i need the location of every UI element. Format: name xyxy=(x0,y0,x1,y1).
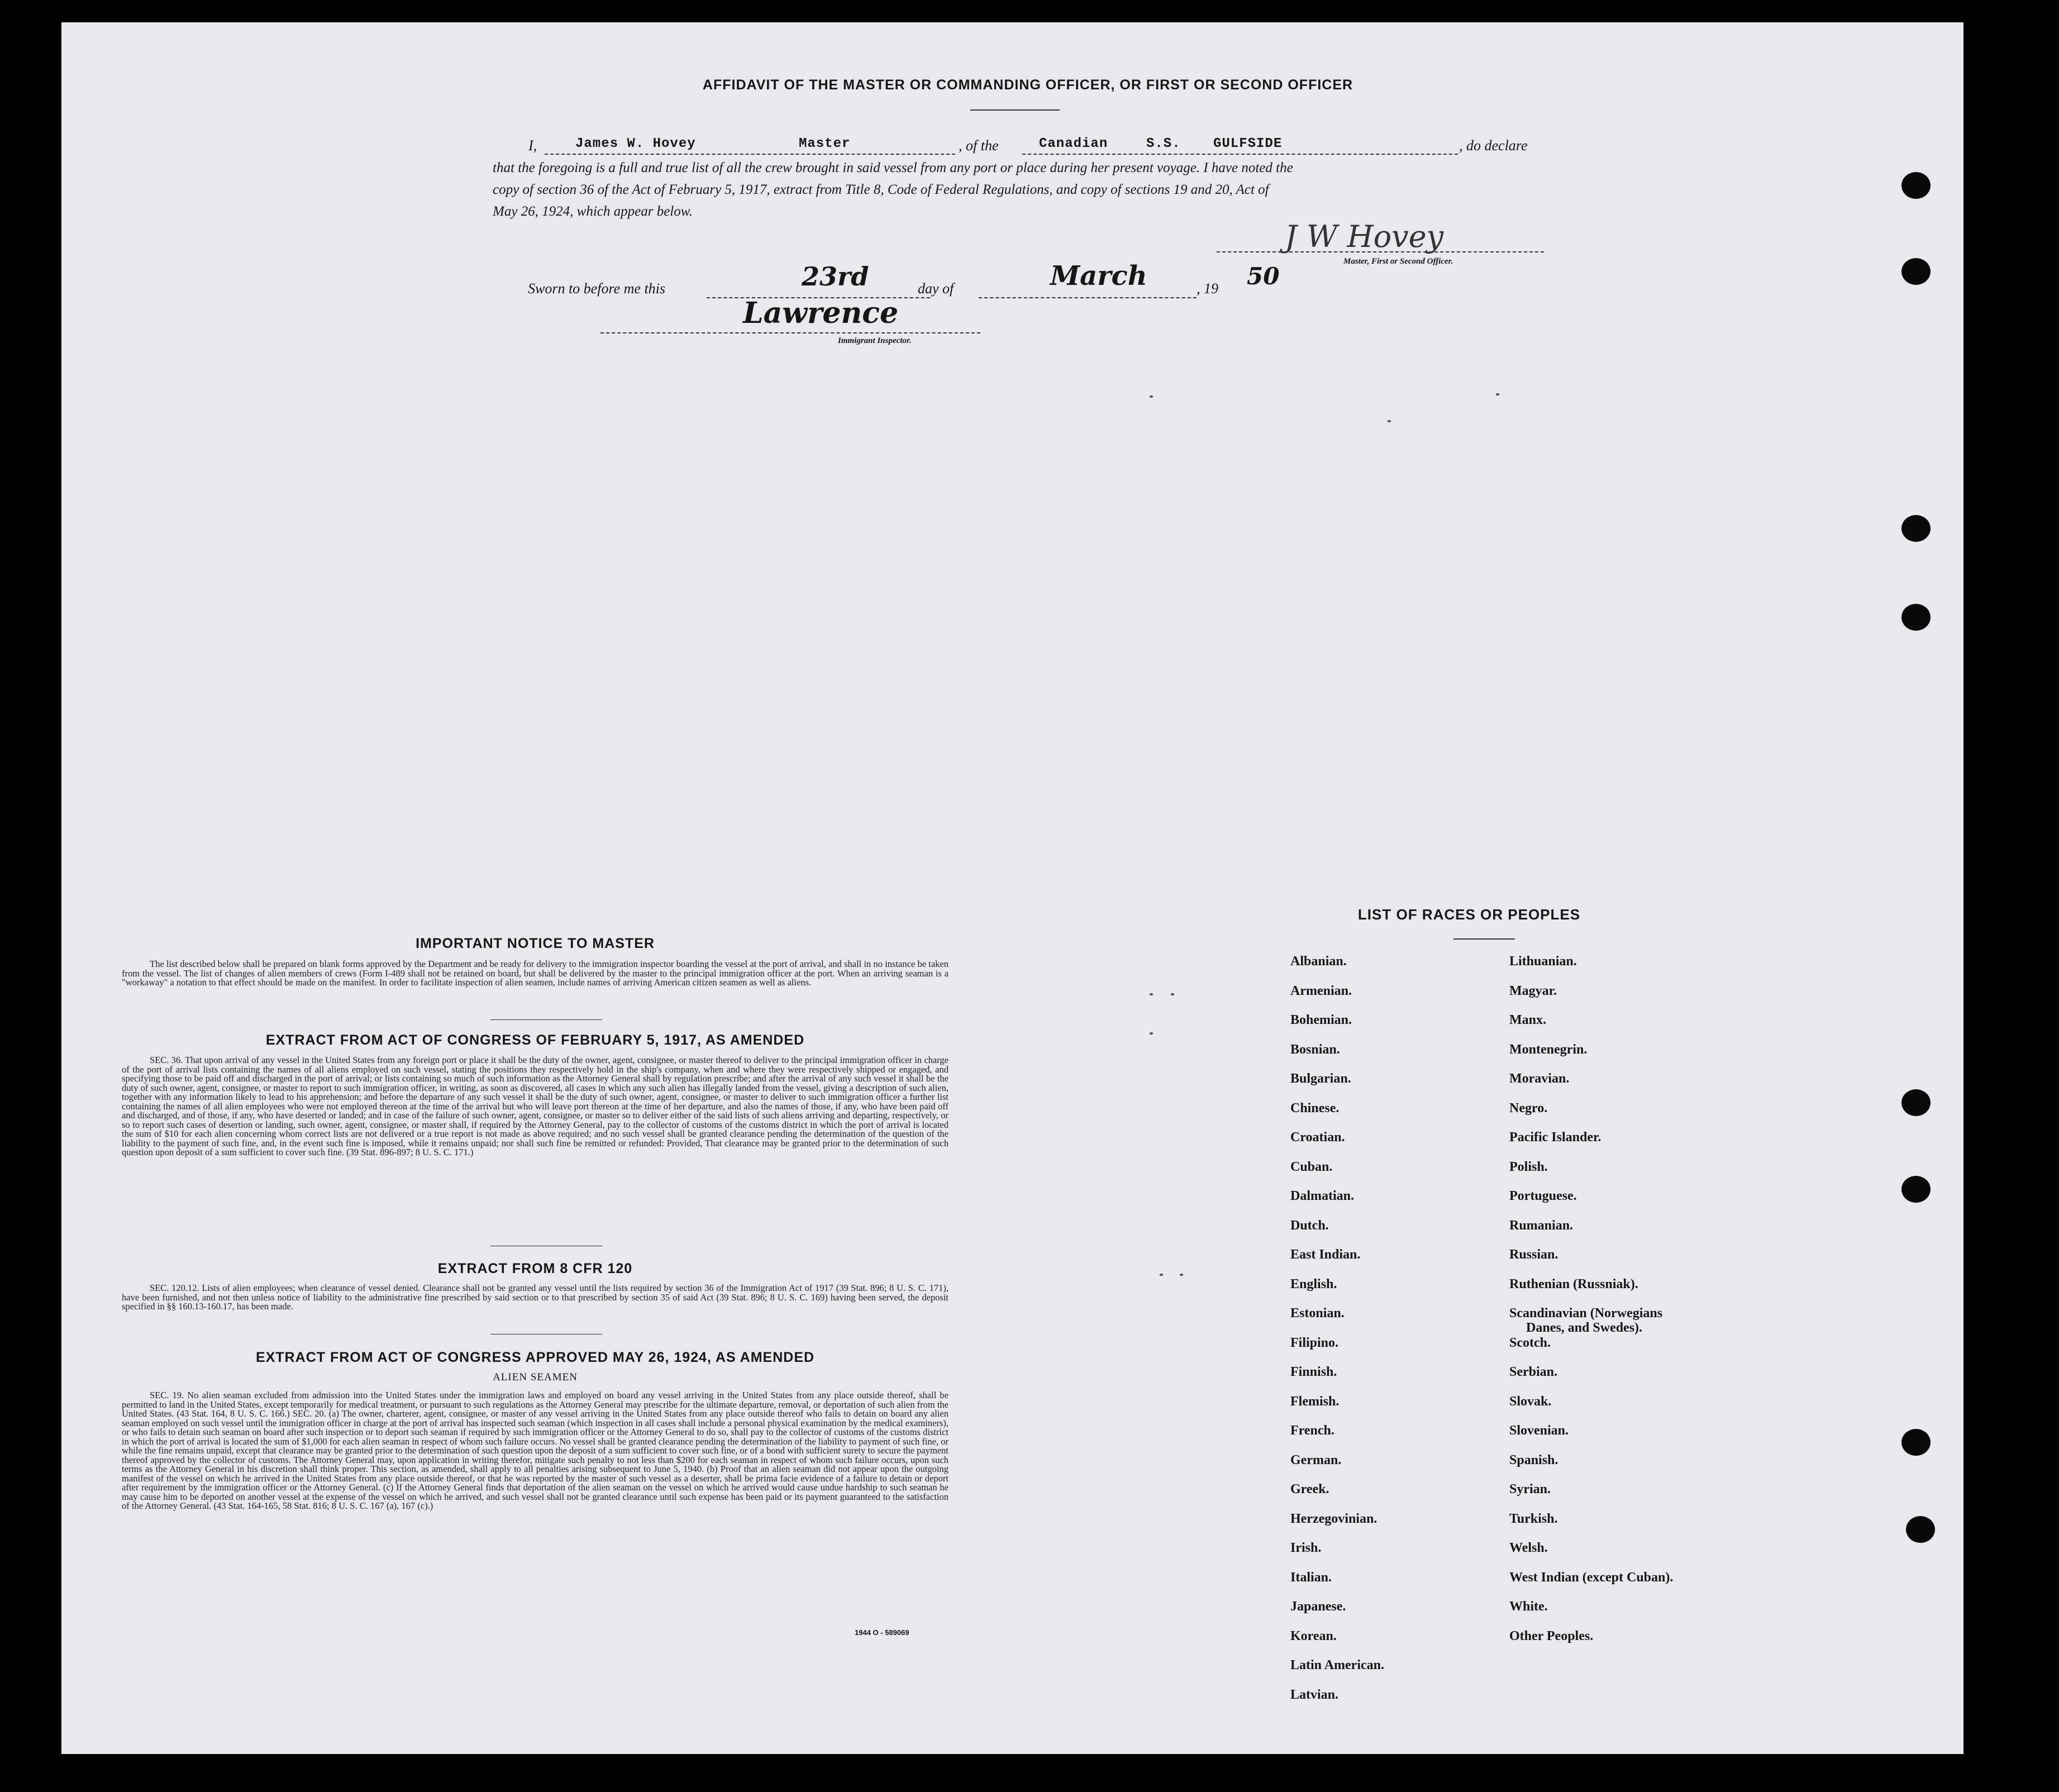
punch-hole-4 xyxy=(1901,604,1931,631)
vessel-name: GULFSIDE xyxy=(1213,136,1283,151)
race-item: Slovak. xyxy=(1509,1394,1552,1409)
race-item: English. xyxy=(1290,1276,1337,1291)
race-item: Ruthenian (Russniak). xyxy=(1509,1276,1638,1291)
speck xyxy=(1171,993,1174,995)
extract-1924-title: EXTRACT FROM ACT OF CONGRESS APPROVED MAY 26, 1924, AS AMENDED xyxy=(255,1350,815,1365)
punch-hole-8 xyxy=(1906,1516,1935,1543)
race-item: Russian. xyxy=(1509,1247,1558,1262)
notice-text: The list described below shall be prepared on blank forms approved by the Department and be ready for delivery to the immigration inspector boarding the vessel at the port of arrival, and shall in no instance be taken from the vessel. The list of changes of alien members of crews (Form I-489 shall not be retained on board, but shall be delivered by the master to the principal immigration officer at the port. When an arriving seaman is a "workaway" a notation to that effect should be made on the manifest. In order to facilitate inspection of alien seamen, include names of arriving American citizen seamen as well as aliens. xyxy=(122,959,949,988)
race-item: Turkish. xyxy=(1509,1511,1558,1526)
race-item: German. xyxy=(1290,1452,1342,1467)
vessel-prefix: S.S. xyxy=(1146,136,1181,151)
race-item: Estonian. xyxy=(1290,1306,1345,1321)
race-item: Bohemian. xyxy=(1290,1013,1352,1027)
race-item: East Indian. xyxy=(1290,1247,1361,1262)
race-item: Danes, and Swedes). xyxy=(1526,1321,1643,1335)
punch-hole-1 xyxy=(1901,172,1931,199)
inspector-signature-line xyxy=(600,332,980,333)
race-item: Filipino. xyxy=(1290,1335,1339,1350)
race-item: Irish. xyxy=(1290,1541,1322,1555)
speck xyxy=(1160,1274,1163,1276)
races-title-underline xyxy=(1453,938,1515,940)
race-item: Bulgarian. xyxy=(1290,1071,1351,1086)
race-item: Bosnian. xyxy=(1290,1042,1340,1057)
cfr-divider xyxy=(490,1334,602,1335)
sworn-year: 50 xyxy=(1247,263,1280,290)
sworn-label: Sworn to before me this xyxy=(528,280,666,297)
race-item: Dutch. xyxy=(1290,1218,1329,1233)
i-label: I, xyxy=(528,137,537,154)
inspector-caption: Immigrant Inspector. xyxy=(838,336,912,345)
master-caption: Master, First or Second Officer. xyxy=(1343,257,1453,266)
vessel-blank xyxy=(1022,154,1458,155)
race-item: Herzegovinian. xyxy=(1290,1511,1378,1526)
race-item: Italian. xyxy=(1290,1570,1332,1585)
speck xyxy=(1496,393,1499,395)
race-item: Croatian. xyxy=(1290,1130,1345,1145)
sworn-day: 23rd xyxy=(802,261,869,292)
sworn-month: March xyxy=(1050,260,1147,292)
master-name: James W. Hovey xyxy=(575,136,696,151)
inspector-signature: Lawrence xyxy=(743,296,899,330)
race-item: Greek. xyxy=(1290,1482,1329,1496)
title-underline xyxy=(970,109,1060,111)
declaration-line-4: May 26, 1924, which appear below. xyxy=(493,204,693,219)
race-item: Lithuanian. xyxy=(1509,954,1577,969)
race-item: French. xyxy=(1290,1423,1334,1438)
of-the-label: , of the xyxy=(959,137,999,154)
race-item: Other Peoples. xyxy=(1509,1628,1594,1643)
do-declare-label: , do declare xyxy=(1459,137,1528,154)
race-item: Scandinavian (Norwegians xyxy=(1509,1306,1663,1321)
declaration-line-3: copy of section 36 of the Act of February 5, 1917, extract from Title 8, Code of Federal Regulations, and copy of sections 19 and 20, Act of xyxy=(493,182,1269,197)
race-item: Dalmatian. xyxy=(1290,1189,1354,1203)
race-item: Moravian. xyxy=(1509,1071,1570,1086)
punch-hole-6 xyxy=(1901,1176,1931,1203)
punch-hole-7 xyxy=(1901,1429,1931,1456)
race-item: Flemish. xyxy=(1290,1394,1340,1409)
race-item: Latvian. xyxy=(1290,1687,1339,1702)
race-item: Japanese. xyxy=(1290,1599,1346,1614)
punch-hole-5 xyxy=(1901,1089,1931,1116)
race-item: Pacific Islander. xyxy=(1509,1130,1602,1145)
speck xyxy=(1388,420,1391,422)
extract-1924-text: SEC. 19. No alien seaman excluded from admission into the United States under the immigration laws and employed on board any vessel arriving in the United States from any place outside thereof, shall be permitted to land in the United States, except temporarily for medical treatment, or pursuant to such regulations as the Attorney General may prescribe for the ultimate departure, removal, or deportation of such alien from the United States. (43 Stat. 164, 8 U. S. C. 166.) SEC. 20. (a) The owner, charterer, agent, consignee, or master of any vessel arriving in the United States from any place outside thereof who fails to detain on board any alien seaman employed on such vessel until the immigration officer in charge at the port of arrival has inspected such seaman (which inspection in all cases shall include a personal physical examination by the medical examiners), or who fails to detain such seaman on board after such inspection or to deport such seaman if required by such immigration officer or the Attorney General to do so, shall pay to the collector of customs of the customs district in which the port of arrival is located the sum of $1,000 for each alien seaman in respect of whom such failure occurs. No vessel shall be granted clearance pending the determination of the liability to payment of such fine, or while the fine remains unpaid, except that clearance may be granted prior to the determination of such question upon the deposit of a sum sufficient to cover such fine, or of a bond with sufficient surety to secure the payment thereof approved by the collector of customs. The Attorney General may, upon application in writing therefor, mitigate such penalty to not less than $200 for each seaman in respect of whom such failure occurs, upon such terms as the Attorney General in his discretion shall think proper. This section, as amended, shall apply to all penalties arising subsequent to June 5, 1940. (b) Proof that an alien seaman did not appear upon the outgoing manifest of the vessel on which he arrived in the United States from any place outside thereof, or that he was reported by the master of such vessel as a deserter, shall be prima facie evidence of a failure to detain or deport after requirement by the immigration officer or the Attorney General. (c) If the Attorney General finds that deportation of the alien seaman on the vessel on which he arrived would cause undue hardship to such seaman he may cause him to be deported on another vessel at the expense of the vessel on which he arrived, and such vessel shall not be granted clearance until such expense has been paid or its payment guaranteed to the satisfaction of the Attorney General. (43 Stat. 164-165, 58 Stat. 816; 8 U. S. C. 167 (a), 167 (c).) xyxy=(122,1390,949,1511)
master-rank: Master xyxy=(799,136,851,151)
race-item: White. xyxy=(1509,1599,1548,1614)
extract-1917-text: SEC. 36. That upon arrival of any vessel in the United States from any foreign port or place it shall be the duty of the owner, agent, consignee, or master thereof to deliver to the principal immigration officer in charge of the port of arrival lists containing the names of all aliens employed on such vessel, stating the positions they respectively hold in the ship's company, when and where they were respectively shipped or engaged, and specifying those to be paid off and discharged in the port of arrival; or lists containing so much of such information as the Attorney General shall by regulation prescribe; and after the arrival of any such vessel it shall be the duty of such owner, agent, consignee, or master to report to such immigration officer, in writing, as soon as discovered, all cases in which any such alien has illegally landed from the vessel, giving a description of such alien, together with any information likely to lead to his apprehension; and before the departure of any such vessel it shall be the duty of such owner, agent, consignee, or master to deliver to such immigration officer a further list containing the names of all alien employees who were not employed thereon at the time of the arrival but who will leave port thereon at the time of her departure, and also the names of those, if any, who have been paid off and discharged, and of those, if any, who have deserted or landed; and in case of the failure of such owner, agent, consignee, or master so to deliver either of the said lists of such aliens arriving and departing, respectively, or so to report such cases of desertion or landing, such owner, agent, consignee, or master shall, if required by the Attorney General, pay to the collector of customs of the customs district in which the port of arrival is located the sum of $10 for each alien concerning whom correct lists are not delivered or a true report is not made as above required; and no such vessel shall be granted clearance pending the determination of the question of the liability to the payment of such fine, and, in the event such fine is imposed, while it remains unpaid; nor shall such fine be remitted or refunded: Provided, That clearance may be granted prior to the determination of such question upon deposit of a sum sufficient to cover such fine. (39 Stat. 896-897; 8 U. S. C. 171.) xyxy=(122,1055,949,1157)
speck xyxy=(1150,993,1153,995)
cfr-title: EXTRACT FROM 8 CFR 120 xyxy=(437,1261,633,1276)
race-item: Scotch. xyxy=(1509,1335,1551,1350)
race-item: Syrian. xyxy=(1509,1482,1551,1496)
master-signature: J W Hovey xyxy=(1285,219,1444,254)
race-item: Rumanian. xyxy=(1509,1218,1574,1233)
race-item: Montenegrin. xyxy=(1509,1042,1588,1057)
race-item: Manx. xyxy=(1509,1013,1546,1027)
race-item: Polish. xyxy=(1509,1159,1548,1174)
race-item: Cuban. xyxy=(1290,1159,1333,1174)
notice-divider xyxy=(490,1019,602,1020)
race-item: Portuguese. xyxy=(1509,1189,1577,1203)
race-item: West Indian (except Cuban). xyxy=(1509,1570,1674,1585)
affidavit-title: AFFIDAVIT OF THE MASTER OR COMMANDING OFFICER, OR FIRST OR SECOND OFFICER xyxy=(702,77,1353,93)
race-item: Spanish. xyxy=(1509,1452,1558,1467)
race-item: Magyar. xyxy=(1509,983,1557,998)
cfr-text: SEC. 120.12. Lists of alien employees; when clearance of vessel denied. Clearance shall not be granted any vessel until the lists required by section 36 of the Immigration Act of 1917 (39 Stat. 896; 8 U. S. C. 171), have been furnished, and not then unless notice of liability to the administrative fine prescribed by said section or to that prescribed by section 35 of said Act (39 Stat. 896; 8 U. S. C. 169) having been served, the deposit specified in §§ 160.13-160.17, has been made. xyxy=(122,1283,949,1312)
races-title: LIST OF RACES OR PEOPLES xyxy=(1357,906,1581,923)
extract-1917-title: EXTRACT FROM ACT OF CONGRESS OF FEBRUARY 5, 1917, AS AMENDED xyxy=(265,1032,805,1048)
print-code: 1944 O - 589069 xyxy=(855,1628,909,1637)
race-item: Latin American. xyxy=(1290,1658,1384,1672)
day-of-label: day of xyxy=(918,280,954,297)
race-item: Serbian. xyxy=(1509,1365,1558,1379)
speck xyxy=(1150,1032,1153,1035)
race-item: Korean. xyxy=(1290,1628,1337,1643)
race-item: Finnish. xyxy=(1290,1365,1337,1379)
punch-hole-2 xyxy=(1901,258,1931,285)
speck xyxy=(1180,1274,1183,1276)
month-blank xyxy=(979,297,1197,298)
extract-1924-subtitle: ALIEN SEAMEN xyxy=(493,1371,578,1383)
name-blank xyxy=(545,154,955,155)
punch-hole-3 xyxy=(1901,515,1931,542)
race-item: Albanian. xyxy=(1290,954,1347,969)
speck xyxy=(1150,395,1153,398)
race-item: Slovenian. xyxy=(1509,1423,1569,1438)
race-item: Negro. xyxy=(1509,1100,1548,1116)
year-label: , 19 xyxy=(1197,280,1218,297)
declaration-line-2: that the foregoing is a full and true list of all the crew brought in said vessel from any port or place during her present voyage. I have noted the xyxy=(493,160,1293,175)
notice-title: IMPORTANT NOTICE TO MASTER xyxy=(416,936,655,951)
race-item: Welsh. xyxy=(1509,1541,1548,1555)
vessel-nationality: Canadian xyxy=(1039,136,1108,151)
race-item: Armenian. xyxy=(1290,983,1352,998)
race-item: Chinese. xyxy=(1290,1100,1340,1116)
